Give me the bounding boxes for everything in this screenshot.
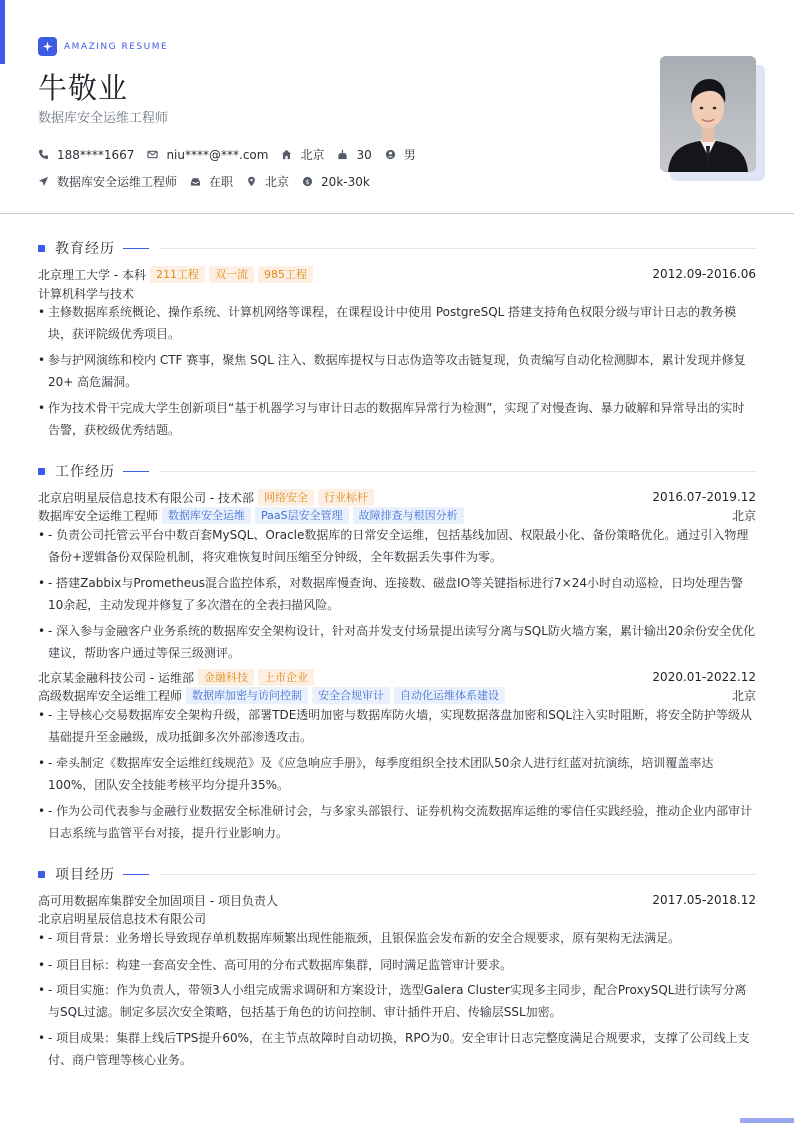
education-header [38, 265, 756, 283]
brand-text: AMAZING RESUME [64, 41, 169, 52]
role-tag: 故障排查与根因分析 [353, 507, 464, 524]
job-intent-row [38, 173, 383, 190]
section-project [38, 864, 756, 884]
section-dot [38, 468, 45, 475]
role-tag: 安全合规审计 [312, 687, 390, 704]
sparkle-icon [38, 37, 57, 56]
major: 计算机科学与技术 [38, 286, 135, 301]
work-bullet: • - 作为公司代表参与金融行业数据安全标准研讨会，与多家头部银行、证券机构交流数据库运维的零信任实践经验，推动企业内部审计日志系统与监管平台对接，提升行业影响力。 [38, 800, 756, 844]
section-label: 项目经历 [55, 867, 115, 883]
project-period: 2017.05-2018.12 [652, 893, 756, 907]
project-header [38, 891, 756, 909]
status-text: 在职 [209, 175, 234, 189]
work-bullet: • - 搭建Zabbix与Prometheus混合监控体系，对数据库慢查询、连接数、磁盘IO等关键指标进行7×24小时自动巡检，日均处理告警10余起，主动发现并修复了多次潜在的全表扫描风险。 [38, 572, 756, 616]
education-major-row [38, 284, 756, 302]
education-bullet: • 主修数据库系统概论、操作系统、计算机网络等课程，在课程设计中使用 PostgreSQL 搭建支持角色权限分级与审计日志的教务模块，获评院级优秀项目。 [38, 301, 756, 345]
section-divider [159, 874, 756, 875]
work-period: 2016.07-2019.12 [652, 490, 756, 504]
user-icon [385, 149, 396, 160]
phone-text: 188****1667 [57, 147, 135, 162]
salary-text: 20k-30k [321, 174, 370, 189]
work-role-row [38, 686, 756, 704]
status-info [190, 173, 233, 190]
work-header [38, 488, 756, 506]
resume-header [0, 0, 794, 214]
age-text: 30 [356, 147, 372, 162]
phone-icon [38, 149, 49, 160]
job-role: 数据库安全运维工程师 [38, 508, 159, 523]
work-bullet: • - 牵头制定《数据库安全运维红线规范》及《应急响应手册》，每季度组织全技术团队50余人进行红蓝对抗演练，培训覆盖率达100%，团队安全技能考核平均分提升35%。 [38, 752, 756, 796]
candidate-name: 牛敬业 [38, 71, 129, 105]
candidate-title: 数据库安全运维工程师 [38, 111, 169, 126]
section-label: 工作经历 [55, 464, 115, 480]
target-position-info [38, 173, 177, 190]
project-bullet: • - 项目成果：集群上线后TPS提升60%，在主节点故障时自动切换，RPO为0。安全审计日志完整度满足合规要求，支撑了公司线上支付、商户管理等核心业务。 [38, 1027, 756, 1071]
section-dot [38, 871, 45, 878]
company-name: 北京启明星辰信息技术有限公司 - 技术部 [38, 490, 254, 505]
project-company: 北京启明星辰信息技术有限公司 [38, 911, 207, 926]
section-dash [123, 248, 149, 249]
section-work [38, 461, 756, 481]
work-city: 北京 [731, 508, 756, 523]
work-bullet: • - 深入参与金融客户业务系统的数据库安全架构设计，针对高并发支付场景提出读写分离与SQL防火墙方案，累计输出20余份安全优化建议，帮助客户通过等保三级测评。 [38, 620, 756, 664]
work-period: 2020.01-2022.12 [652, 670, 756, 684]
mail-icon [147, 149, 158, 160]
work-role-row [38, 506, 756, 524]
send-icon [38, 176, 49, 187]
home-icon [281, 149, 292, 160]
project-bullet: • - 项目背景：业务增长导致现存单机数据库频繁出现性能瓶颈，且银保监会发布新的安全合规要求，原有架构无法满足。 [38, 927, 756, 949]
brand [38, 37, 168, 56]
section-divider [159, 248, 756, 249]
hometown-text: 北京 [300, 148, 325, 162]
svg-text:$: $ [305, 177, 310, 186]
cake-icon [337, 149, 348, 160]
avatar [660, 56, 756, 172]
age-info [337, 148, 371, 162]
company-tag: 行业标杆 [318, 489, 374, 506]
bottom-accent-bar [740, 1118, 794, 1123]
education-period: 2012.09-2016.06 [652, 267, 756, 281]
section-label: 教育经历 [55, 241, 115, 257]
work-header [38, 668, 756, 686]
work-city: 北京 [731, 688, 756, 703]
project-bullet: • - 项目实施：作为负责人，带领3人小组完成需求调研和方案设计，选型Galera Cluster实现多主同步，配合ProxySQL进行读写分离与SQL过滤。制定多层次安全策略，包括基于角色的访问控制、审计插件开启、传输层SSL加密。 [38, 979, 756, 1023]
section-dash [123, 471, 149, 472]
project-bullet: • - 项目目标：构建一套高安全性、高可用的分布式数据库集群，同时满足监管审计要求。 [38, 954, 756, 976]
company-tag: 上市企业 [258, 669, 314, 686]
salary-info [302, 175, 370, 189]
role-tag: PaaS层安全管理 [255, 507, 349, 524]
section-divider [159, 471, 756, 472]
school-tag: 985工程 [258, 266, 313, 283]
money-icon [302, 176, 313, 187]
gender-text: 男 [403, 148, 416, 162]
work-bullet: • - 主导核心交易数据库安全架构升级，部署TDE透明加密与数据库防火墙，实现数据落盘加密和SQL注入实时阻断，将安全防护等级从基础提升至金融级，成功抵御多次外部渗透攻击。 [38, 704, 756, 748]
target-position-text: 数据库安全运维工程师 [57, 175, 178, 189]
inbox-icon [190, 176, 201, 187]
hometown-info [281, 146, 324, 163]
profile-photo [660, 56, 765, 181]
contact-row [38, 146, 429, 163]
phone-info [38, 148, 134, 162]
company-name: 北京某金融科技公司 - 运维部 [38, 670, 194, 685]
role-tag: 数据库安全运维 [162, 507, 251, 524]
project-company-row [38, 909, 756, 927]
section-education [38, 238, 756, 258]
role-tag: 自动化运维体系建设 [394, 687, 505, 704]
gender-info [385, 146, 416, 163]
section-dot [38, 245, 45, 252]
school-tag: 211工程 [150, 266, 205, 283]
school-name: 北京理工大学 - 本科 [38, 267, 146, 282]
email-info [147, 148, 268, 162]
school-tag: 双一流 [209, 266, 254, 283]
role-tag: 数据库加密与访问控制 [186, 687, 308, 704]
company-tag: 金融科技 [198, 669, 254, 686]
work-bullet: • - 负责公司托管云平台中数百套MySQL、Oracle数据库的日常安全运维，包括基线加固、权限最小化、备份策略优化。通过引入物理备份+逻辑备份双保险机制，将灾难恢复时间压缩至分钟级，全年数据丢失事件为零。 [38, 524, 756, 568]
target-city-info [246, 173, 289, 190]
education-bullet: • 作为技术骨干完成大学生创新项目“基于机器学习与审计日志的数据库异常行为检测”，实现了对慢查询、暴力破解和异常导出的实时告警，获校级优秀结题。 [38, 397, 756, 441]
project-name: 高可用数据库集群安全加固项目 - 项目负责人 [38, 893, 278, 908]
section-dash [123, 874, 149, 875]
education-bullet: • 参与护网演练和校内 CTF 赛事，聚焦 SQL 注入、数据库提权与日志伪造等攻击链复现，负责编写自动化检测脚本，累计发现并修复 20+ 高危漏洞。 [38, 349, 756, 393]
email-text: niu****@***.com [166, 147, 269, 162]
company-tag: 网络安全 [258, 489, 314, 506]
job-role: 高级数据库安全运维工程师 [38, 688, 183, 703]
location-pin-icon [246, 176, 257, 187]
target-city-text: 北京 [265, 175, 290, 189]
